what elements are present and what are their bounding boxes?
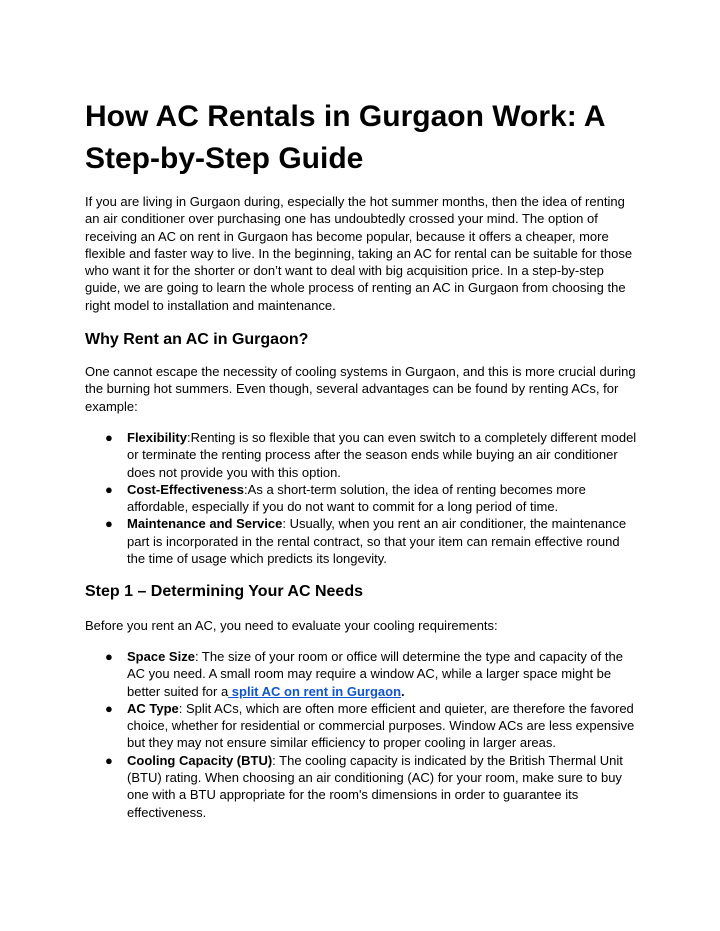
bullet-icon: ● — [105, 700, 113, 716]
intro-paragraph: If you are living in Gurgaon during, especially the hot summer months, then the idea of renting an air conditioner over purchasing one has undoubtedly crossed your mind. The option of receiving an AC on rent in Gurgaon has become popular, because it offers a cheaper, more flexible and faster way to live. In the beginning, taking an AC for rental can be suitable for those who want it for the shorter or don’t want to deal with big acquisition price. In a step-by-step guide, we are going to learn the whole process of renting an AC in Gurgaon from choosing the right model to installation and maintenance. — [85, 194, 633, 313]
list-item-term: Cooling Capacity (BTU) — [127, 752, 273, 768]
list-item — [85, 429, 637, 481]
list-item-term: AC Type — [127, 700, 179, 716]
list-item-text: : The cooling capacity is indicated by the British Thermal Unit (BTU) rating. When choosing an air conditioning (AC) for your room, make sure to buy one with a BTU appropriate for the room's dimensions in order to guarantee its effectiveness. — [127, 752, 623, 820]
step-1-paragraph: Before you rent an AC, you need to evaluate your cooling requirements: — [85, 618, 498, 633]
why-rent-paragraph: One cannot escape the necessity of cooling systems in Gurgaon, and this is more crucial during the burning hot summers. Even though, several advantages can be found by renting ACs, for example: — [85, 364, 636, 414]
ac-needs-list — [85, 648, 637, 821]
list-item-text: : Usually, when you rent an air conditioner, the maintenance part is incorporated in the rental contract, so that your item can remain effective round the time of usage which predicts its longevity. — [127, 516, 627, 567]
bullet-icon: ● — [105, 649, 113, 664]
page-title: How AC Rentals in Gurgaon Work: A Step-by-Step Guide — [85, 100, 605, 175]
bullet-icon: ● — [105, 481, 113, 497]
list-item — [85, 700, 637, 752]
list-item-punctuation: . — [401, 683, 405, 699]
list-item — [85, 515, 637, 567]
list-item — [85, 752, 637, 821]
list-item-term: Cost-Effectiveness — [127, 481, 245, 497]
bullet-icon: ● — [105, 516, 113, 532]
list-item-term: Space Size — [127, 649, 195, 664]
list-item-text: :Renting is so flexible that you can even switch to a completely different model or terminate the renting process after the season ends while buying an air conditioner does not provide you with this option. — [127, 430, 637, 480]
split-ac-rent-link[interactable]: split AC on rent in Gurgaon — [228, 683, 402, 699]
section-heading-why-rent: Why Rent an AC in Gurgaon? — [85, 331, 309, 348]
advantages-list — [85, 429, 637, 567]
list-item-text: :As a short-term solution, the idea of renting becomes more affordable, especially if you do not want to commit for a long period of time. — [127, 481, 586, 515]
list-item-text: : Split ACs, which are often more efficient and quieter, are therefore the favored choice, whether for residential or commercial purposes. Window ACs are less expensive but they may not ensure similar efficiency to proper cooling in larger areas. — [127, 700, 635, 751]
section-heading-step-1: Step 1 – Determining Your AC Needs — [85, 583, 363, 600]
list-item-text: : The size of your room or office will determine the type and capacity of the AC you need. A small room may require a window AC, while a larger space might be better suited for a — [127, 649, 623, 699]
bullet-icon: ● — [105, 752, 113, 768]
list-item — [85, 481, 637, 516]
bullet-icon: ● — [105, 430, 113, 445]
list-item — [85, 648, 637, 700]
list-item-term: Flexibility — [127, 430, 187, 445]
list-item-term: Maintenance and Service — [127, 516, 283, 532]
